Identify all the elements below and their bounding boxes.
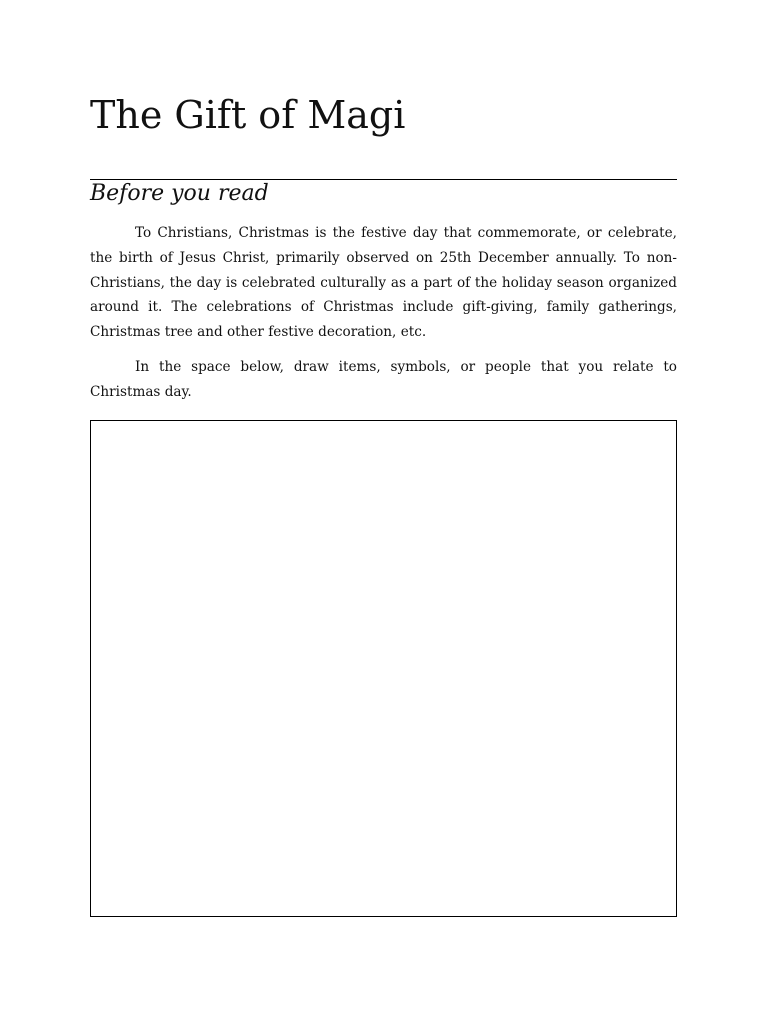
drawing-area[interactable]	[90, 420, 677, 917]
section-heading: Before you read	[90, 181, 269, 206]
instruction-paragraph: In the space below, draw items, symbols, or people that you relate to Christmas day.	[90, 359, 677, 400]
intro-paragraph: To Christians, Christmas is the festive day that commemorate, or celebrate, the birth of Jesus Christ, primarily observed on 25th December annually. To non-Christians, the day is celebrated culturally as a part of the holiday season organized around it. The celebrations of Christmas include gift-giving, family gatherings, Christmas tree and other festive decoration, etc.	[90, 225, 677, 341]
document-title: The Gift of Magi	[90, 93, 406, 137]
